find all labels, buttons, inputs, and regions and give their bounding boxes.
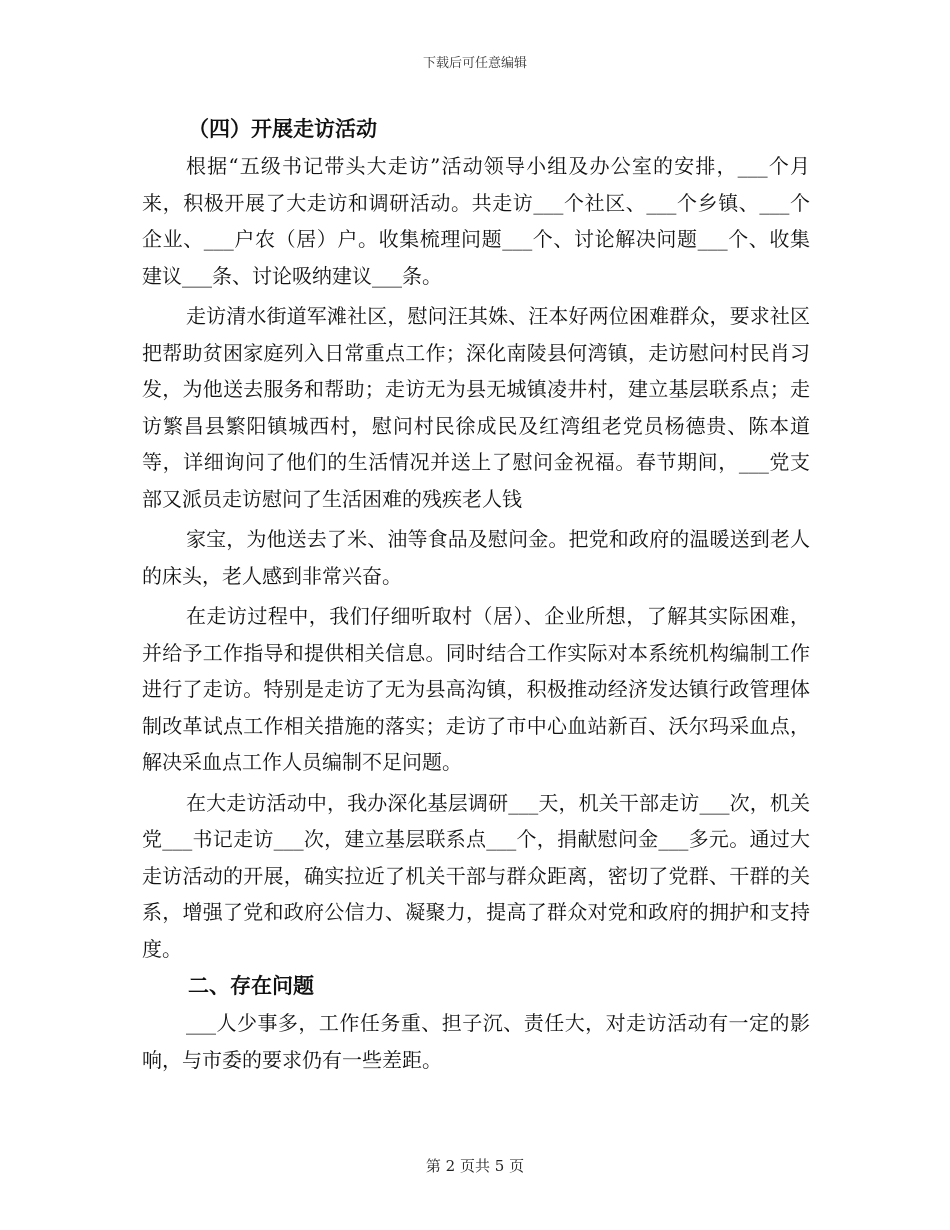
header-note: 下载后可任意编辑 <box>422 56 527 71</box>
paragraph-visit-process: 在走访过程中，我们仔细听取村（居）、企业所想，了解其实际困难，并给予工作指导和提供相关信息。同时结合工作实际对本系统机构编制工作进行了走访。特别是走访了无为县高沟镇，积极推动经济发达镇行政管理体制改革试点工作相关措施的落实；走访了市中心血站新百、沃尔玛采血点，解决采血点工作人员编制不足问题。 <box>142 604 810 774</box>
paragraph-overview: 根据“五级书记带头大走访”活动领导小组及办公室的安排，___个月来，积极开展了大走访和调研活动。共走访___个社区、___个乡镇、___个企业、___户农（居）户。收集梳理问题___个、讨论解决问题___个、收集建议___条、讨论吸纳建议___条。 <box>142 154 810 288</box>
section-heading-visits: （四）开展走访活动 <box>188 117 377 141</box>
paragraph-visit-results: 在大走访活动中，我办深化基层调研___天，机关干部走访___次，机关党___书记走访___次，建立基层联系点___个，捐献慰问金___多元。通过大走访活动的开展，确实拉近了机关干部与群众距离，密切了党群、干群的关系，增强了党和政府公信力、凝聚力，提高了群众对党和政府的拥护和支持度。 <box>142 790 810 961</box>
document-body <box>142 110 810 1078</box>
page-number: 第 2 页共 5 页 <box>425 1157 525 1175</box>
paragraph-visit-continued: 家宝，为他送去了米、油等食品及慰问金。把党和政府的温暖送到老人的床头，老人感到非常兴奋。 <box>142 527 810 588</box>
paragraph-visit-details: 走访清水街道军滩社区，慰问汪其姝、汪本好两位困难群众，要求社区把帮助贫困家庭列入日常重点工作；深化南陵县何湾镇，走访慰问村民肖习发，为他送去服务和帮助；走访无为县无城镇凌井村，建立基层联系点；走访繁昌县繁阳镇城西村，慰问村民徐成民及红湾组老党员杨德贵、陈本道等，详细询问了他们的生活情况并送上了慰问金祝福。春节期间，___党支部又派员走访慰问了生活困难的残疾老人钱 <box>142 304 810 511</box>
section-heading-problems: 二、存在问题 <box>188 974 314 998</box>
paragraph-problems: ___人少事多，工作任务重、担子沉、责任大，对走访活动有一定的影响，与市委的要求仍有一些差距。 <box>142 1011 810 1072</box>
